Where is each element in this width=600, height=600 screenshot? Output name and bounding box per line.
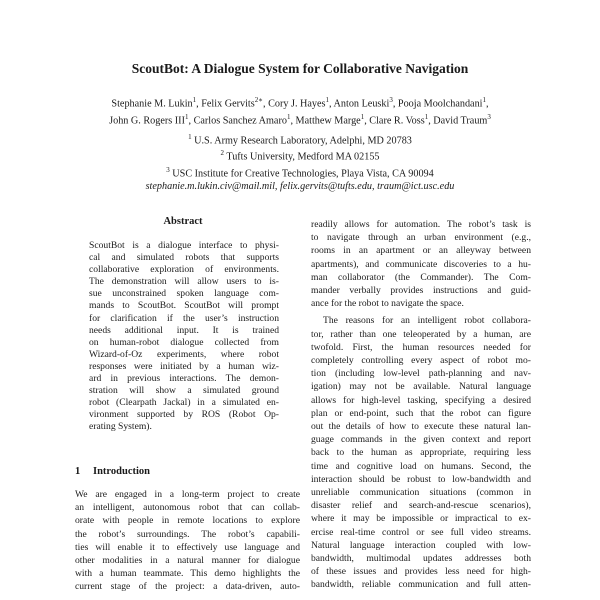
paragraph <box>311 314 531 591</box>
text-line: rooms in an apartment or an alleyway between <box>311 245 531 257</box>
text-line: on human-robot dialogue collected from <box>89 336 279 348</box>
author-affiliation-marker: 3 <box>389 96 393 104</box>
author-name: , Anton Leuski <box>329 98 390 110</box>
author-affiliation-marker: 1 <box>325 96 330 104</box>
text-line: with a human teammate. This demo highlights the <box>75 568 300 580</box>
text-line: orate with people in remote locations to explore <box>75 515 300 527</box>
author-line-2 <box>60 111 540 128</box>
text-line: collaborative exploration of environments. <box>89 264 279 276</box>
text-line: guage commands in the given context and report <box>311 434 531 446</box>
author-emails: stephanie.m.lukin.civ@mail.mil, felix.gervits@tufts.edu, traum@ict.usc.edu <box>145 181 455 193</box>
text-line: ScoutBot is a dialogue interface to physi- <box>89 240 279 251</box>
text-line: an intelligent, autonomous robot that can collab- <box>75 502 300 514</box>
author-name: , Matthew Marge <box>290 115 361 127</box>
text-line: vironment supported by ROS (Robot Op- <box>89 409 279 421</box>
text-line: igation) may not be available. Natural language <box>311 381 531 393</box>
author-affiliation-marker: 3 <box>487 112 491 121</box>
abstract-heading: Abstract <box>163 216 203 227</box>
text-line: out the details of how to execute these natural lan- <box>311 421 531 433</box>
author-affiliation-marker: 2∗ <box>254 96 263 104</box>
text-line: where it may be impossible or impractical to ex- <box>311 513 531 525</box>
affiliations <box>60 131 540 193</box>
introduction-body <box>75 488 300 594</box>
author-name: Stephanie M. Lukin <box>111 98 193 110</box>
text-line: other modalities in a natural manner for dialogue <box>75 555 300 567</box>
affiliation-3: $^3$ USC Institute for Creative Technologies, Playa Vista, CA 90094 <box>166 165 434 180</box>
text-line: The demonstration will allow users to is- <box>89 276 279 288</box>
text-line: current stage of the project: a data-driven, auto- <box>75 581 300 593</box>
section-heading-introduction: 1 Introduction <box>75 466 150 477</box>
text-line: needs additional input. It is trained <box>89 324 279 336</box>
text-line: mands to ScoutBot. ScoutBot will prompt <box>89 300 279 312</box>
text-line: interaction should be robust to low-bandwidth and <box>311 473 531 485</box>
author-affiliation-marker: 1 <box>184 112 189 121</box>
author-affiliation-marker: 1 <box>360 112 365 121</box>
author-name: , Felix Gervits <box>196 98 255 110</box>
text-line: cal and simulated robots that supports <box>89 252 279 264</box>
text-line: We are engaged in a long-term project to create <box>75 489 300 500</box>
text-line: tion (including low-level path-planning and nav- <box>311 368 531 380</box>
author-name: , David Traum <box>428 115 488 127</box>
text-line: ard in previous interactions. The demon- <box>89 373 279 385</box>
text-line: ties will enable it to effectively use language and <box>75 541 300 553</box>
text-line: bandwidth, multimodal updates addresses both <box>311 553 531 565</box>
author-name: , Carlos Sanchez Amaro <box>188 115 287 127</box>
affiliation-2: $^2$ Tufts University, Medford MA 02155 <box>220 149 380 163</box>
text-line: the robot’s surroundings. The robot’s capabili- <box>75 528 300 540</box>
text-line: mander verbally provides instructions and guid- <box>311 285 531 297</box>
text-line: of these issues and provides less need for high- <box>311 566 531 578</box>
author-name: , Pooja Moolchandani <box>392 98 483 110</box>
text-line: plan or end-point, such that the robot can figure <box>311 407 531 419</box>
text-line: The reasons for an intelligent robot collabora- <box>323 315 531 327</box>
author-name: , Cory J. Hayes <box>262 98 326 110</box>
text-line: Natural language interaction coupled with low- <box>311 539 531 551</box>
text-line: Wizard-of-Oz experiments, where robot <box>89 348 279 360</box>
text-line: sue unconstrained spoken language com- <box>89 288 279 300</box>
author-affiliation-marker: 1 <box>424 112 429 121</box>
author-affiliation-marker: 1 <box>482 96 487 104</box>
text-line: allows for high-level tasking, specifying a desired <box>311 394 531 406</box>
author-list <box>60 94 540 128</box>
author-affiliation-marker: 1 <box>192 96 197 104</box>
author-name: , <box>486 98 489 110</box>
text-line: twofold. First, the human resources needed for <box>311 341 531 353</box>
text-line: stration will show a simulated ground <box>89 385 279 397</box>
author-name: John G. Rogers III <box>109 115 185 127</box>
text-line: ercise real-time control or see full video streams. <box>311 526 531 538</box>
paper-title: ScoutBot: A Dialogue System for Collaborative Navigation <box>131 61 469 76</box>
text-line: unreliable communication situations (common in <box>311 487 531 499</box>
text-line: time and cognitive load on humans. Second, the <box>311 460 531 472</box>
author-affiliation-marker: 1 <box>286 112 291 121</box>
text-line: for clarification if the user’s instruction <box>89 312 279 324</box>
text-line: disaster relief and search-and-rescue scenarios), <box>311 500 531 512</box>
text-line: bandwidth, reliable communication and full atten- <box>311 579 531 591</box>
text-line: responses were initiated by a human wiz- <box>89 360 279 372</box>
author-line-1 <box>60 94 540 111</box>
text-line: ance for the robot to navigate the space. <box>311 298 464 310</box>
author-name: , Clare R. Voss <box>364 115 425 127</box>
affiliation-1: $^1$ U.S. Army Research Laboratory, Adelphi, MD 20783 <box>188 133 412 147</box>
text-line: man collaborator (the Commander). The Com- <box>311 271 531 283</box>
text-line: readily allows for automation. The robot’s task is <box>311 219 531 230</box>
text-line: completely controlling every aspect of robot mo- <box>311 355 531 367</box>
text-line: erating System). <box>89 421 152 433</box>
text-line: back to the human as appropriate, requiring less <box>311 447 531 459</box>
text-line: tor, rather than one teleoperated by a human, are <box>311 328 531 340</box>
text-line: robot (Clearpath Jackal) in a simulated en- <box>89 397 279 409</box>
paragraph <box>311 218 531 310</box>
text-line: apartments), and communicate discoveries to a hu- <box>311 258 531 270</box>
right-column <box>311 218 531 592</box>
abstract-body <box>89 240 279 434</box>
text-line: to navigate through an urban environment (e.g., <box>311 232 531 244</box>
